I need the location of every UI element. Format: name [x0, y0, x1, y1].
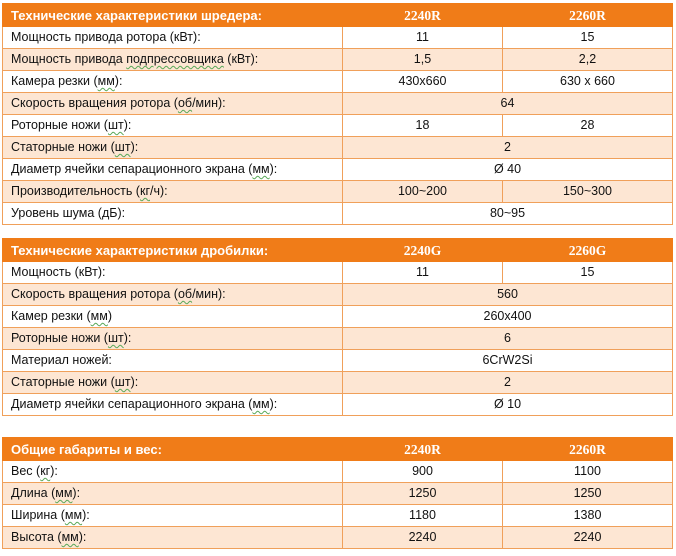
spec-value-model-1: 2240 — [343, 527, 503, 549]
label-text: Роторные ножи ( — [11, 118, 108, 132]
label-text: ): — [123, 331, 132, 345]
spec-value-shared: 560 — [343, 284, 673, 306]
spec-label — [3, 93, 343, 115]
spec-row — [3, 49, 673, 71]
spec-label — [3, 328, 343, 350]
spec-value-model-2: 1100 — [503, 461, 673, 483]
spec-value-model-1: 11 — [343, 262, 503, 284]
spec-row — [3, 71, 673, 93]
spellcheck-marked-word: мм — [90, 309, 108, 323]
spec-label — [3, 284, 343, 306]
section-title: Технические характеристики шредера: — [3, 4, 343, 27]
spec-value-model-1: 1250 — [343, 483, 503, 505]
spellcheck-marked-word: мм — [55, 486, 73, 500]
spec-value-model-2: 1380 — [503, 505, 673, 527]
label-text: ): — [78, 530, 87, 544]
spec-label — [3, 115, 343, 137]
label-text: (кВт): — [223, 52, 259, 66]
spellcheck-marked-word: об — [177, 287, 193, 301]
label-text: Камера резки ( — [11, 74, 98, 88]
label-text: ): — [269, 397, 278, 411]
spec-value-model-2: 15 — [503, 262, 673, 284]
spec-row — [3, 203, 673, 225]
label-text: ): — [72, 486, 81, 500]
spellcheck-marked-word: мм — [97, 74, 115, 88]
label-text: ): — [50, 464, 58, 478]
spec-value-model-1: 900 — [343, 461, 503, 483]
spec-label — [3, 49, 343, 71]
spec-row — [3, 159, 673, 181]
spec-value-model-2: 15 — [503, 27, 673, 49]
spec-value-shared: 2 — [343, 137, 673, 159]
shredder-specs-table — [2, 3, 673, 225]
spec-value-shared: Ø 40 — [343, 159, 673, 181]
spec-row — [3, 350, 673, 372]
spec-value-model-2: 2240 — [503, 527, 673, 549]
dimensions-header-row — [3, 438, 673, 461]
label-text: ): — [269, 162, 278, 176]
label-text: ): — [130, 375, 139, 389]
label-text: Скорость вращения ротора ( — [11, 287, 178, 301]
label-text: Статорные ножи ( — [11, 375, 115, 389]
spec-value-shared: 2 — [343, 372, 673, 394]
spec-label — [3, 137, 343, 159]
spec-row — [3, 505, 673, 527]
spec-row — [3, 461, 673, 483]
spec-label — [3, 394, 343, 416]
spec-value-shared: 64 — [343, 93, 673, 115]
label-text: /ч): — [150, 184, 168, 198]
spec-value-model-1: 1180 — [343, 505, 503, 527]
spec-value-model-2: 630 x 660 — [503, 71, 673, 93]
spec-value-shared: Ø 10 — [343, 394, 673, 416]
spellcheck-marked-word: мм — [61, 530, 79, 544]
model-header: 2240R — [343, 4, 503, 27]
spec-label: Мощность привода ротора (кВт): — [3, 27, 343, 49]
label-text: Диаметр ячейки сепарационного экрана ( — [11, 397, 253, 411]
spec-row — [3, 284, 673, 306]
spec-label — [3, 483, 343, 505]
spec-label — [3, 461, 343, 483]
model-header: 2260G — [503, 239, 673, 262]
spellcheck-marked-word: шт — [114, 375, 131, 389]
spec-value-model-2: 2,2 — [503, 49, 673, 71]
spec-label — [3, 372, 343, 394]
label-text: Статорные ножи ( — [11, 140, 115, 154]
label-text: Диаметр ячейки сепарационного экрана ( — [11, 162, 253, 176]
spec-value-shared: 260x400 — [343, 306, 673, 328]
spellcheck-marked-word: мм — [64, 508, 83, 522]
label-text: Производительность ( — [11, 184, 140, 198]
label-text: Высота ( — [11, 530, 62, 544]
spec-row — [3, 394, 673, 416]
spec-label — [3, 527, 343, 549]
spec-row — [3, 93, 673, 115]
spec-label: Мощность (кВт): — [3, 262, 343, 284]
crusher-header-row — [3, 239, 673, 262]
label-text: Камер резки ( — [11, 309, 91, 323]
spec-value-shared: 6 — [343, 328, 673, 350]
spec-value-model-2: 150~300 — [503, 181, 673, 203]
label-text: Мощность привода — [11, 52, 127, 66]
model-header: 2260R — [503, 4, 673, 27]
spec-value-model-2: 1250 — [503, 483, 673, 505]
section-title: Общие габариты и вес: — [3, 438, 343, 461]
section-title: Технические характеристики дробилки: — [3, 239, 343, 262]
model-header: 2240R — [343, 438, 503, 461]
spec-row — [3, 483, 673, 505]
spec-label: Уровень шума (дБ): — [3, 203, 343, 225]
label-text: ): — [123, 118, 132, 132]
spec-value-model-1: 100~200 — [343, 181, 503, 203]
label-text: Длина ( — [11, 486, 56, 500]
spec-row — [3, 262, 673, 284]
crusher-specs-table — [2, 238, 673, 416]
spec-row — [3, 527, 673, 549]
spec-row — [3, 181, 673, 203]
label-text: ) — [107, 309, 113, 323]
spec-value-shared: 6CrW2Si — [343, 350, 673, 372]
spec-row — [3, 328, 673, 350]
spec-label: Материал ножей: — [3, 350, 343, 372]
spec-value-model-1: 430x660 — [343, 71, 503, 93]
spellcheck-marked-word: шт — [107, 331, 124, 345]
spec-value-model-1: 11 — [343, 27, 503, 49]
label-text: /мин): — [192, 287, 226, 301]
spec-row — [3, 306, 673, 328]
spellcheck-marked-word: шт — [114, 140, 131, 154]
label-text: ): — [130, 140, 139, 154]
spec-value-model-2: 28 — [503, 115, 673, 137]
shredder-header-row — [3, 4, 673, 27]
label-text: ): — [114, 74, 123, 88]
spec-row — [3, 115, 673, 137]
spec-row — [3, 27, 673, 49]
label-text: Скорость вращения ротора ( — [11, 96, 178, 110]
spec-label — [3, 306, 343, 328]
spellcheck-marked-word: мм — [252, 162, 270, 176]
label-text: ): — [82, 508, 90, 522]
label-text: /мин): — [192, 96, 226, 110]
label-text: Вес ( — [11, 464, 41, 478]
label-text: Роторные ножи ( — [11, 331, 108, 345]
spec-value-model-1: 1,5 — [343, 49, 503, 71]
spellcheck-marked-word: кг — [139, 184, 150, 198]
spellcheck-marked-word: подпрессовщика — [126, 52, 224, 66]
spellcheck-marked-word: об — [177, 96, 193, 110]
spec-row — [3, 137, 673, 159]
spellcheck-marked-word: мм — [252, 397, 270, 411]
model-header: 2260R — [503, 438, 673, 461]
model-header: 2240G — [343, 239, 503, 262]
spec-value-model-1: 18 — [343, 115, 503, 137]
spec-row — [3, 372, 673, 394]
dimensions-table — [2, 437, 673, 549]
spellcheck-marked-word: шт — [107, 118, 124, 132]
spec-label — [3, 71, 343, 93]
spec-value-shared: 80~95 — [343, 203, 673, 225]
spellcheck-marked-word: кг — [40, 464, 51, 478]
spec-label — [3, 181, 343, 203]
spec-label — [3, 159, 343, 181]
spec-label — [3, 505, 343, 527]
label-text: Ширина ( — [11, 508, 65, 522]
